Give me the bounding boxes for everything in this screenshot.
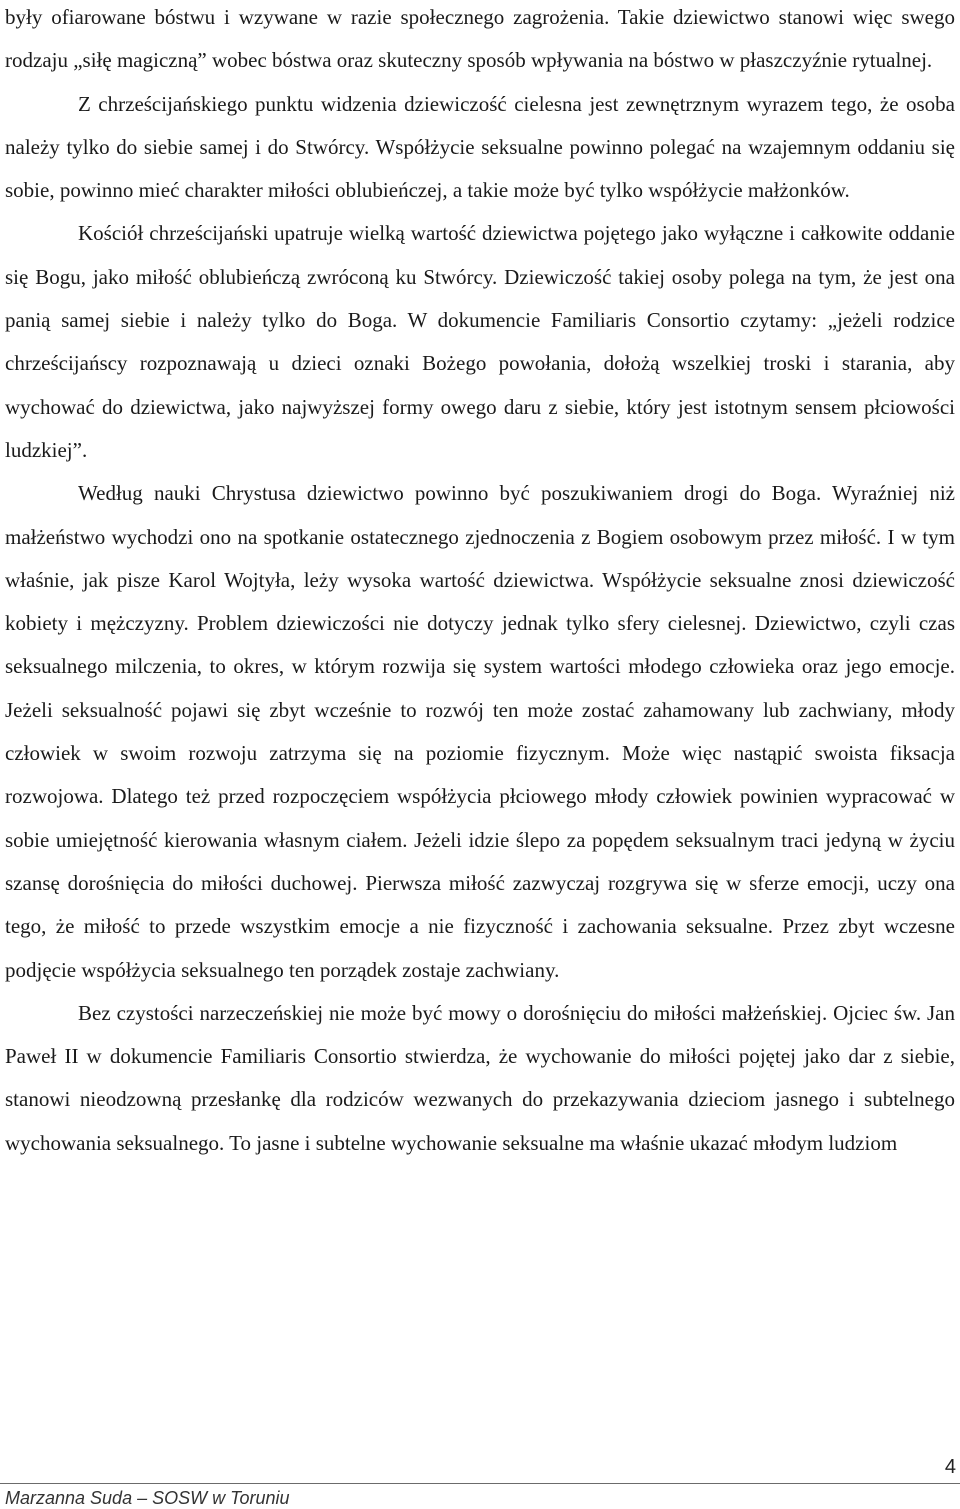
paragraph-4: Według nauki Chrystusa dziewictwo powinno być poszukiwaniem drogi do Boga. Wyraźniej niż małżeństwo wychodzi ono na spotkanie ostatecznego zjednoczenia z Bogiem osobowym przez miłość. I w tym właśnie, jak pisze Karol Wojtyła, leży wysoka wartość dziewictwa. Współżycie seksualne znosi dziewiczość kobiety i mężczyzny. Problem dziewiczości nie dotyczy jednak tylko sfery cielesnej. Dziewictwo, czyli czas seksualnego milczenia, to okres, w którym rozwija się system wartości młodego człowieka oraz jego emocje. Jeżeli seksualność pojawi się zbyt wcześnie to rozwój ten może zostać zahamowany lub zachwiany, młody człowiek w swoim rozwoju zatrzyma się na poziomie fizycznym. Może więc nastąpić swoista fiksacja rozwojowa. Dlatego też przed rozpoczęciem współżycia płciowego młody człowiek powinien wypracować w sobie umiejętność kierowania własnym ciałem. Jeżeli idzie ślepo za popędem seksualnym traci jedyną w życiu szansę dorośnięcia do miłości duchowej. Pierwsza miłość zazwyczaj rozgrywa się w sferze emocji, uczy ona tego, że miłość to przede wszystkim emocje a nie fizyczność i zachowania seksualne. Przez zbyt wczesne podjęcie współżycia seksualnego ten porządek zostaje zachwiany.	[5, 481, 955, 982]
footer-author: Marzanna Suda – SOSW w Toruniu	[5, 1488, 290, 1508]
page-number: 4	[944, 1456, 956, 1478]
footer-divider	[0, 1483, 960, 1484]
paragraph-5: Bez czystości narzeczeńskiej nie może być mowy o dorośnięciu do miłości małżeńskiej. Ojciec św. Jan Paweł II w dokumencie Familiaris Consortio stwierdza, że wychowanie do miłości pojętej jako dar z siebie, stanowi nieodzowną przesłankę dla rodziców wezwanych do przekazywania dzieciom jasnego i subtelnego wychowania seksualnego. To jasne i subtelne wychowanie seksualne ma właśnie ukazać młodym ludziom	[5, 1000, 955, 1155]
paragraph-3: Kościół chrześcijański upatruje wielką wartość dziewictwa pojętego jako wyłączne i całkowite oddanie się Bogu, jako miłość oblubieńczą zwróconą ku Stwórcy. Dziewiczość takiej osoby polega na tym, że jest ona panią samej siebie i należy tylko do Boga. W dokumencie Familiaris Consortio czytamy: „jeżeli rodzice chrześcijańscy rozpoznawają u dzieci oznaki Bożego powołania, dołożą wszelkiej troski i starania, aby wychować do dziewictwa, jako najwyższej formy owego daru z siebie, który jest istotnym sensem płciowości ludzkiej”.	[5, 221, 955, 462]
document-body	[5, 0, 955, 1165]
paragraph-2: Z chrześcijańskiego punktu widzenia dziewiczość cielesna jest zewnętrznym wyrazem tego, że osoba należy tylko do siebie samej i do Stwórcy. Współżycie seksualne powinno polegać na wzajemnym oddaniu się sobie, powinno mieć charakter miłości oblubieńczej, a takie może być tylko współżycie małżonków.	[5, 91, 955, 203]
paragraph-1: były ofiarowane bóstwu i wzywane w razie społecznego zagrożenia. Takie dziewictwo stanowi więc swego rodzaju „siłę magiczną” wobec bóstwa oraz skuteczny sposób wpływania na bóstwo w płaszczyźnie rytualnej.	[5, 5, 955, 73]
